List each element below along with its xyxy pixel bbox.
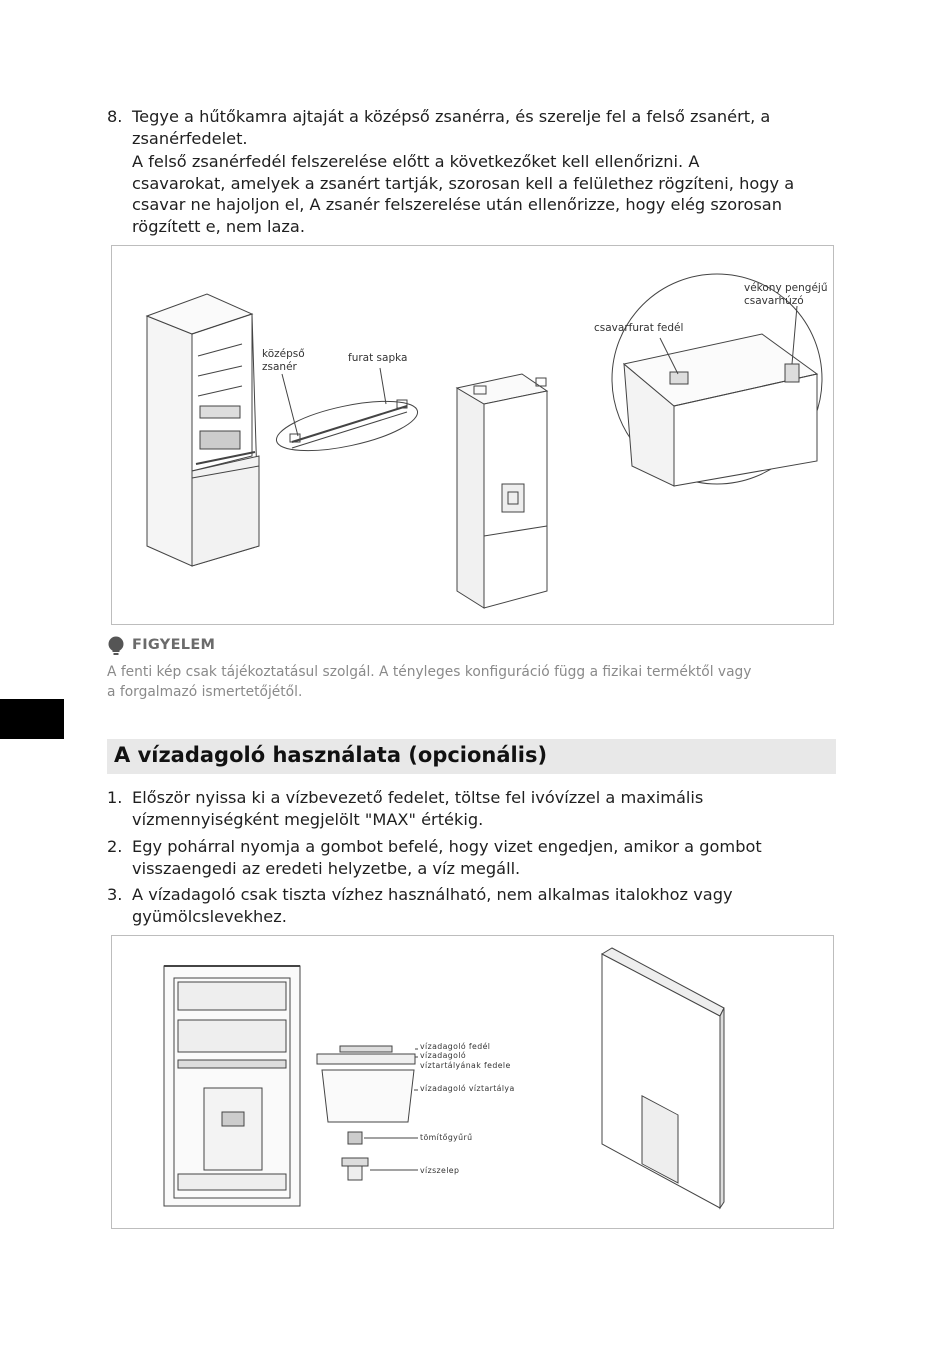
label-screw-hole-cover: csavarfurat fedél: [594, 322, 684, 334]
step-number: 8.: [107, 107, 123, 126]
note-title: FIGYELEM: [132, 637, 216, 653]
hinge-illustration: [112, 246, 833, 624]
label-hole-cap: furat sapka: [348, 352, 408, 364]
step-number: 2.: [107, 837, 123, 856]
step-line: Tegye a hűtőkamra ajtaját a középső zsanérra, és szerelje fel a felső zsanért, a: [132, 107, 771, 126]
label-line: vékony pengéjű: [744, 282, 828, 294]
label-water-tank: vízadagoló víztartálya: [420, 1084, 515, 1093]
label-water-valve: vízszelep: [420, 1166, 460, 1175]
step-line: csavar ne hajoljon el, A zsanér felszerelése után ellenőrizze, hogy elég szorosan: [132, 195, 782, 214]
bulb-icon: [107, 636, 125, 656]
section-title: A vízadagoló használata (opcionális): [114, 743, 548, 767]
step-line: A felső zsanérfedél felszerelése előtt a következőket kell ellenőrizni. A: [132, 152, 700, 171]
step-line: A vízadagoló csak tiszta vízhez használható, nem alkalmas italokhoz vagy: [132, 885, 733, 904]
note-line: A fenti kép csak tájékoztatásul szolgál. A tényleges konfiguráció függ a fizikai terméktől vagy: [107, 664, 752, 680]
step-text: [132, 884, 852, 927]
note-text: [107, 662, 847, 702]
step-line: Először nyissa ki a vízbevezető fedelet, töltse fel ivóvízzel a maximális: [132, 788, 704, 807]
step-1: [107, 787, 867, 831]
label-dispenser-cover: vízadagoló fedél: [420, 1042, 491, 1051]
label-line: középső: [262, 348, 305, 360]
label-line: víztartályának fedele: [420, 1061, 511, 1070]
step-8: [107, 106, 867, 236]
step-line: rögzített e, nem laza.: [132, 216, 305, 236]
label-middle-hinge: [262, 348, 322, 374]
step-text: [132, 787, 852, 830]
step-line: Egy pohárral nyomja a gombot befelé, hogy vizet engedjen, amikor a gombot: [132, 837, 762, 856]
label-line: vízadagoló: [420, 1051, 467, 1060]
section-header: [107, 739, 836, 774]
step-line: csavarokat, amelyek a zsanért tartják, szorosan kell a felülethez rögzíteni, hogy a: [132, 173, 795, 193]
step-line: gyümölcslevekhez.: [132, 906, 287, 926]
label-tank-lid: [420, 1051, 511, 1071]
step-line: zsanérfedelet.: [132, 128, 248, 148]
step-line: visszaengedi az eredeti helyzetbe, a víz megáll.: [132, 858, 521, 878]
step-number: 3.: [107, 885, 123, 904]
label-thin-screwdriver: [744, 282, 832, 308]
step-text: [132, 106, 852, 237]
hinge-illustration-box: [111, 245, 834, 625]
page-side-tab: [0, 699, 64, 739]
step-3: [107, 884, 867, 928]
step-line: vízmennyiségként megjelölt "MAX" értékig.: [132, 809, 484, 829]
label-line: zsanér: [262, 361, 297, 373]
step-2: [107, 836, 867, 880]
bulb-glyph: [107, 636, 125, 656]
step-number: 1.: [107, 788, 123, 807]
dispenser-illustration: [112, 936, 833, 1228]
dispenser-illustration-box: [111, 935, 834, 1229]
label-sealing-ring: tömítőgyűrű: [420, 1133, 473, 1142]
label-line: csavarhúzó: [744, 295, 804, 307]
note-line: a forgalmazó ismertetőjétől.: [107, 684, 303, 700]
step-text: [132, 836, 852, 879]
